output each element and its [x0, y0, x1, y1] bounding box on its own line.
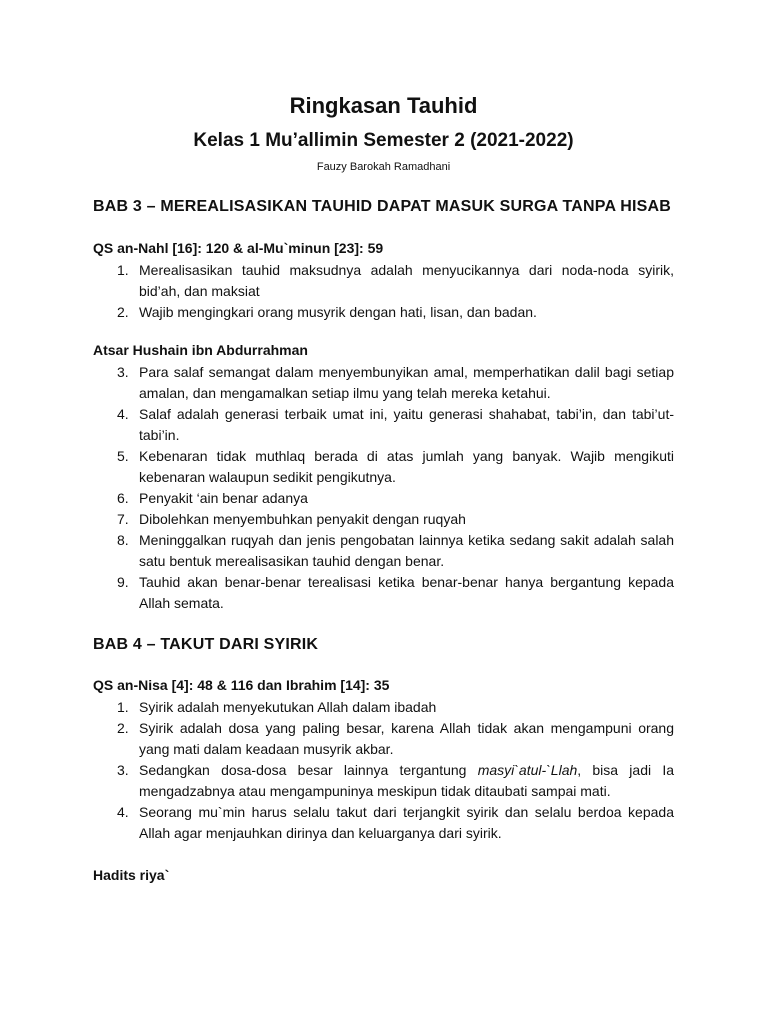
- item-text: Syirik adalah dosa yang paling besar, karena Allah tidak akan mengampuni orang yang mati dalam keadaan musyrik akbar.: [139, 720, 674, 757]
- item-number: 4.: [117, 406, 129, 422]
- list-item: [93, 530, 674, 572]
- list-item: [93, 302, 674, 323]
- document-author: Fauzy Barokah Ramadhani: [316, 161, 451, 173]
- item-text: Kebenaran tidak muthlaq berada di atas jumlah yang banyak. Wajib mengikuti kebenaran walaupun sedikit pengikutnya.: [139, 448, 674, 485]
- item-number: 1.: [117, 262, 129, 278]
- item-number: 2.: [117, 720, 129, 736]
- list-item: [93, 362, 674, 404]
- source-heading: QS an-Nahl [16]: 120 & al-Mu`minun [23]: 59: [93, 240, 384, 256]
- item-number: 7.: [117, 511, 129, 527]
- item-text: Wajib mengingkari orang musyrik dengan hati, lisan, dan badan.: [139, 304, 537, 320]
- item-text: Merealisasikan tauhid maksudnya adalah menyucikannya dari noda-noda syirik, bid’ah, dan maksiat: [139, 262, 674, 299]
- item-text: Dibolehkan menyembuhkan penyakit dengan ruqyah: [139, 511, 466, 527]
- item-text: Seorang mu`min harus selalu takut dari terjangkit syirik dan selalu berdoa kepada Allah agar menjauhkan dirinya dan keluarganya dari syirik.: [139, 804, 674, 841]
- item-number: 5.: [117, 448, 129, 464]
- list-item: [93, 802, 674, 844]
- chapter-heading-bab3: BAB 3 – MEREALISASIKAN TAUHID DAPAT MASUK SURGA TANPA HISAB: [93, 198, 672, 215]
- point-list: [93, 697, 674, 844]
- item-text: Syirik adalah menyekutukan Allah dalam ibadah: [139, 699, 437, 715]
- item-number: 8.: [117, 532, 129, 548]
- point-list: [93, 362, 674, 614]
- item-text-italic: masyi`atul-`Llah: [477, 762, 578, 778]
- list-item: [93, 260, 674, 302]
- chapter-heading-bab4: BAB 4 – TAKUT DARI SYIRIK: [93, 636, 319, 653]
- point-list: [93, 260, 674, 323]
- source-heading: Atsar Hushain ibn Abdurrahman: [93, 342, 308, 358]
- item-number: 4.: [117, 804, 129, 820]
- item-text: Meninggalkan ruqyah dan jenis pengobatan lainnya ketika sedang sakit adalah salah satu bentuk merealisasikan tauhid dengan benar.: [139, 532, 674, 569]
- list-item: [93, 446, 674, 488]
- item-number: 3.: [117, 364, 129, 380]
- item-text: Para salaf semangat dalam menyembunyikan amal, memperhatikan dalil bagi setiap amalan, dan mengamalkan setiap ilmu yang telah mereka ketahui.: [139, 364, 674, 401]
- list-item: [93, 488, 674, 509]
- item-text-after: , bisa jadi Ia mengadzabnya atau mengampuninya meskipun tidak ditaubati sampai mati.: [139, 762, 674, 799]
- item-number: 2.: [117, 304, 129, 320]
- list-item: [93, 760, 674, 802]
- source-heading: QS an-Nisa [4]: 48 & 116 dan Ibrahim [14]: 35: [93, 677, 390, 693]
- item-number: 9.: [117, 574, 129, 590]
- list-item: [93, 697, 674, 718]
- list-item: [93, 718, 674, 760]
- item-number: 1.: [117, 699, 129, 715]
- item-text-before: Sedangkan dosa-dosa besar lainnya tergantung: [139, 762, 478, 778]
- item-number: 3.: [117, 762, 129, 778]
- source-heading: Hadits riya`: [93, 867, 170, 883]
- document-title: Ringkasan Tauhid: [289, 93, 478, 118]
- list-item: [93, 404, 674, 446]
- item-text: Salaf adalah generasi terbaik umat ini, yaitu generasi shahabat, tabi’in, dan tabi’ut-tabi’in.: [139, 406, 674, 443]
- document-subtitle: Kelas 1 Mu’allimin Semester 2 (2021-2022): [193, 130, 574, 151]
- list-item: [93, 572, 674, 614]
- list-item: [93, 509, 674, 530]
- item-number: 6.: [117, 490, 129, 506]
- item-text: Tauhid akan benar-benar terealisasi ketika benar-benar hanya bergantung kepada Allah semata.: [139, 574, 674, 611]
- item-text: Penyakit ‘ain benar adanya: [139, 490, 308, 506]
